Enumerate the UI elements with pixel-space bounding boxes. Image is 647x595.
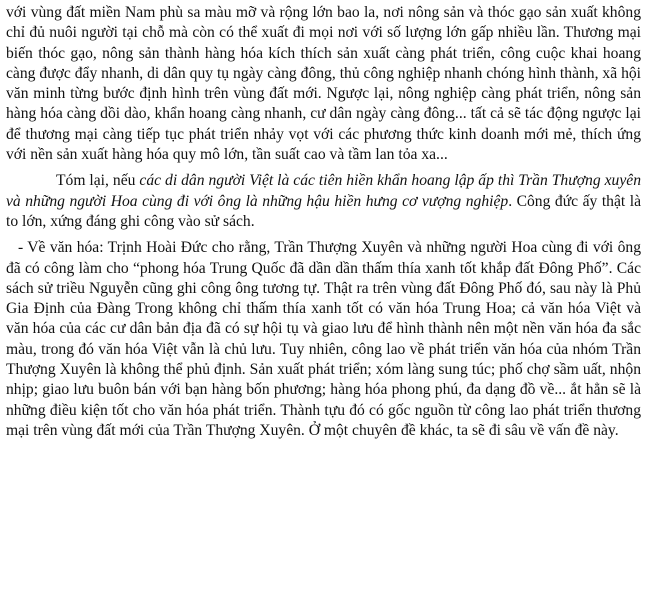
summary-emphasis-text: các di dân người Việt là các tiên hiền khẩn hoang lập ấp thì Trần Thượng xuyên và những người Hoa cùng đi với ông là những hậu hiền hưng cơ vượng nghiệp [6, 172, 641, 210]
paragraph-summary [6, 171, 641, 232]
summary-lead-text: Tóm lại, nếu [56, 172, 140, 190]
summary-tail-text: . Công đức ấy thật là to lớn, xứng đáng ghi công vào sử sách. [6, 192, 641, 230]
paragraph-commerce-agriculture: với vùng đất miền Nam phù sa màu mỡ và rộng lớn bao la, nơi nông sản và thóc gạo sản xuất không chỉ đủ nuôi người tại chỗ mà còn có thể xuất đi mọi nơi với số lượng lớn gấp nhiều lần. Thương mại biến thóc gạo, nông sản thành hàng hóa kích thích sản xuất càng phát triển, công cuộc khai hoang càng được đẩy nhanh, di dân quy tụ ngày càng đông, thủ công nghiệp nhanh chóng hình thành, xã hội văn minh từng bước định hình trên vùng đất mới. Ngược lại, nông nghiệp càng phát triển, nông sản hàng hóa càng dồi dào, khẩn hoang càng nhanh, cư dân ngày càng đông... tất cả sẽ tác động ngược lại để thương mại càng tiếp tục phát triển nhảy vọt với các phương thức kinh doanh mới mẻ, thích ứng với nền sản xuất hàng hóa quy mô lớn, tần suất cao và tầm lan tỏa xa... [6, 4, 641, 164]
paragraph-culture: - Về văn hóa: Trịnh Hoài Đức cho rằng, Trần Thượng Xuyên và những người Hoa cùng đi với ông đã có công làm cho “phong hóa Trung Quốc đã dần dần thấm thía xanh tốt khắp đất Đông Phố”. Các sách sử triều Nguyễn cũng ghi công ông tương tự. Thật ra trên vùng đất Đông Phố đó, sau này là Phủ Gia Định của Đàng Trong không chỉ thấm thía xanh tốt có văn hóa Trung Hoa; cả văn hóa Việt và văn hóa của các cư dân bản địa đã có sự hội tụ và giao lưu để hình thành nên một nền văn hóa đa sắc màu, trong đó văn hóa Việt vẫn là chủ lưu. Tuy nhiên, công lao về phát triển văn hóa của nhóm Trần Thượng Xuyên là không thể phủ định. Sản xuất phát triển; xóm làng sung túc; phố chợ sầm uất, nhộn nhịp; giao lưu buôn bán với bạn hàng bốn phương; hàng hóa phong phú, đa dạng đồ về... ắt hẳn sẽ là những điều kiện tốt cho văn hóa phát triển. Thành tựu đó có gốc nguồn từ công lao phát triển thương mại trên vùng đất mới của Trần Thượng Xuyên. Ở một chuyên đề khác, ta sẽ đi sâu về vấn đề này. [6, 239, 641, 439]
